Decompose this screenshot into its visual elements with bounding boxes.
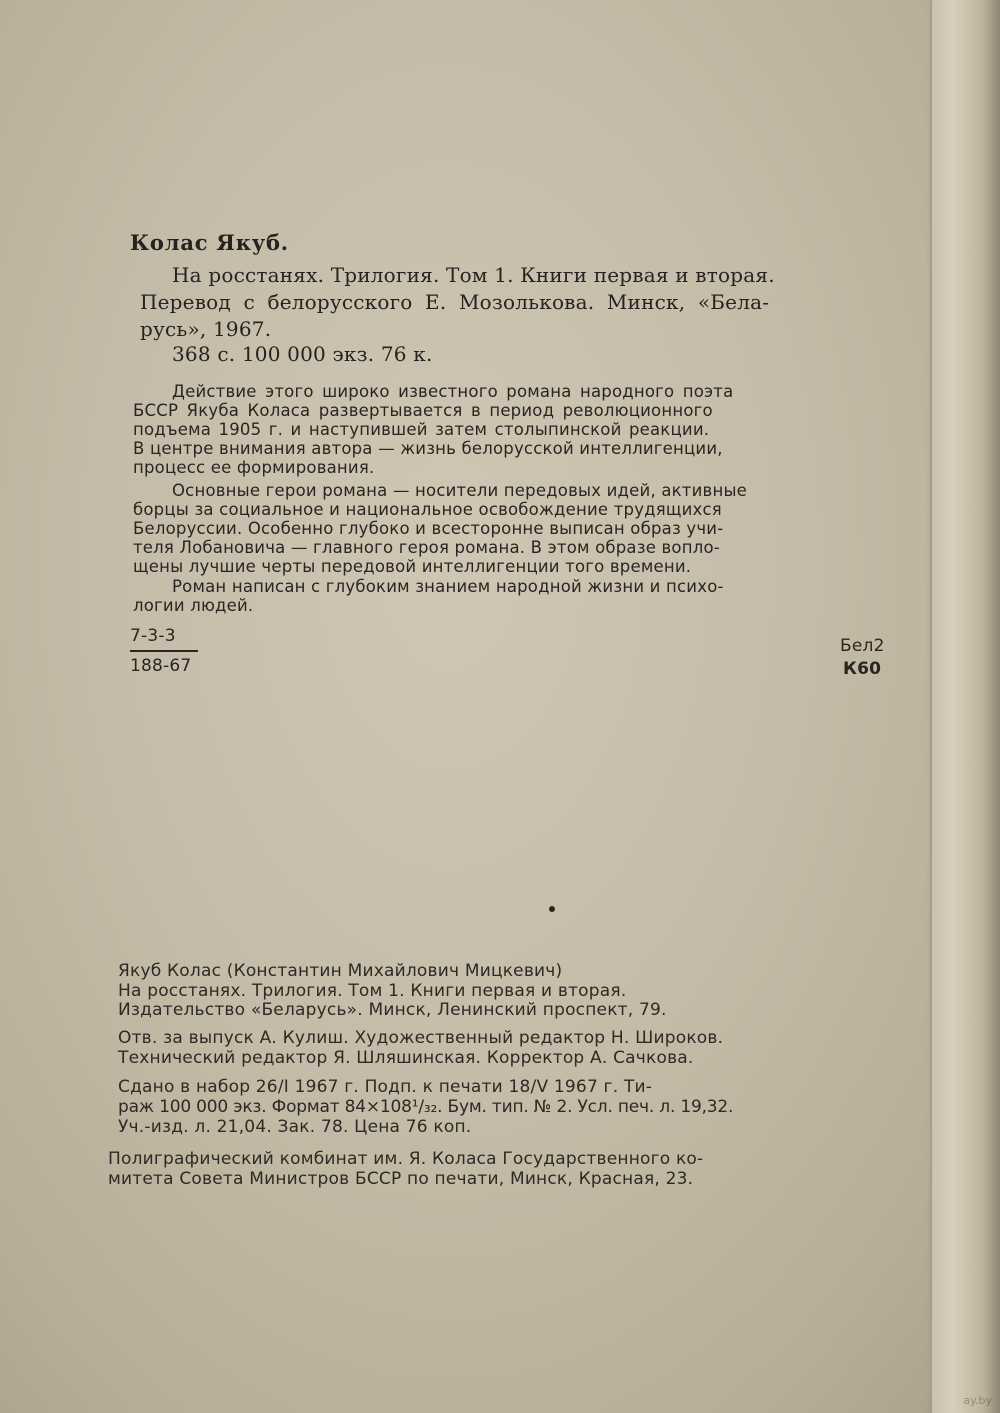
annotation-line: подъема 1905 г. и наступившей затем столыпинской реакции. <box>133 420 710 439</box>
code-numerator: 7-3-3 <box>130 626 176 646</box>
catalog-title-line: На росстанях. Трилогия. Том 1. Книги первая и вторая. <box>172 263 775 287</box>
annotation-line: Основные герои романа — носители передовых идей, активные <box>172 481 748 500</box>
annotation-line: Действие этого широко известного романа народного поэта <box>172 382 734 401</box>
annotation-line: В центре внимания автора — жизнь белорусской интеллигенции, <box>133 439 723 458</box>
imprint-line: Полиграфический комбинат им. Я. Коласа Государственного ко- <box>108 1149 704 1169</box>
ink-dot <box>549 906 555 912</box>
imprint-line: Отв. за выпуск А. Кулиш. Художественный редактор Н. Широков. <box>118 1028 724 1048</box>
catalog-title-line: русь», 1967. <box>140 317 272 341</box>
annotation-line: БССР Якуба Коласа развертывается в период революционного <box>133 401 713 420</box>
imprint-line: Технический редактор Я. Шляшинская. Корректор А. Сачкова. <box>118 1048 694 1068</box>
code-denominator: 188-67 <box>130 656 192 676</box>
imprint-line: Сдано в набор 26/I 1967 г. Подп. к печати 18/V 1967 г. Ти- <box>118 1077 653 1097</box>
annotation-line: борцы за социальное и национальное освобождение трудящихся <box>133 500 722 519</box>
page-edge <box>930 0 1000 1413</box>
annotation-line: щены лучшие черты передовой интеллигенции того времени. <box>133 557 692 576</box>
imprint-line: раж 100 000 экз. Формат 84×108¹/₃₂. Бум. тип. № 2. Усл. печ. л. 19,32. <box>118 1097 734 1117</box>
catalog-author: Колас Якуб. <box>130 230 289 255</box>
annotation-line: процесс ее формирования. <box>133 458 375 477</box>
catalog-title-line: Перевод с белорусского Е. Мозолькова. Минск, «Бела- <box>140 290 770 314</box>
imprint-line: Якуб Колас (Константин Михайлович Мицкевич) <box>118 961 563 981</box>
catalog-physical-description: 368 с. 100 000 экз. 76 к. <box>172 342 433 366</box>
annotation-line: Белоруссии. Особенно глубоко и всесторонне выписан образ учи- <box>133 519 724 538</box>
imprint-line: На росстанях. Трилогия. Том 1. Книги первая и вторая. <box>118 981 627 1001</box>
imprint-line: Издательство «Беларусь». Минск, Ленинский проспект, 79. <box>118 1000 667 1020</box>
watermark: ay.by <box>963 1394 992 1407</box>
author-sign: К60 <box>843 659 882 679</box>
annotation-line: Роман написан с глубоким знанием народной жизни и психо- <box>172 577 724 596</box>
imprint-line: Уч.-изд. л. 21,04. Зак. 78. Цена 76 коп. <box>118 1117 472 1137</box>
imprint-line: митета Совета Министров БССР по печати, Минск, Красная, 23. <box>108 1169 694 1189</box>
annotation-line: логии людей. <box>133 596 254 615</box>
code-fraction-rule <box>130 650 198 652</box>
bbk-index: Бел2 <box>840 636 885 656</box>
annotation-line: теля Лобановича — главного героя романа. В этом образе вопло- <box>133 538 720 557</box>
